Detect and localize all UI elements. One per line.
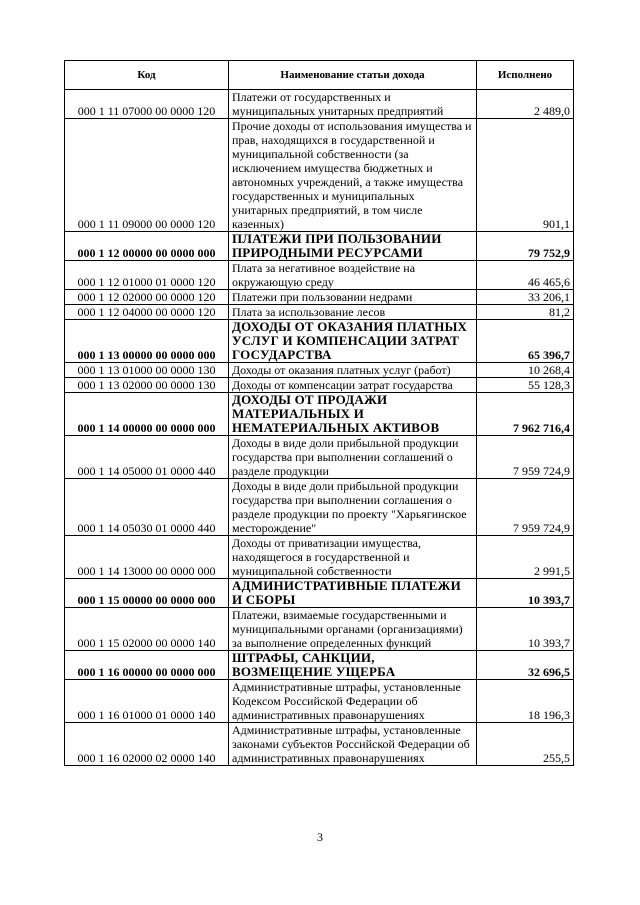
table-row (65, 378, 574, 393)
row-value: 55 128,3 (477, 378, 574, 393)
row-name: ШТРАФЫ, САНКЦИИ, ВОЗМЕЩЕНИЕ УЩЕРБА (229, 651, 477, 680)
row-code: 000 1 14 00000 00 0000 000 (65, 393, 229, 436)
table-row (65, 290, 574, 305)
row-code: 000 1 15 02000 00 0000 140 (65, 608, 229, 651)
row-value: 46 465,6 (477, 261, 574, 290)
row-code: 000 1 14 05000 01 0000 440 (65, 436, 229, 479)
row-name: Прочие доходы от использования имущества и прав, находящихся в государственной и муниципальной собственности (за исключением имущества бюджетных и автономных учреждений, а также имущества государственных и муниципальных унитарных предприятий, в том числе казенных) (229, 119, 477, 232)
row-name: Доходы в виде доли прибыльной продукции государства при выполнении соглашений о разделе продукции (229, 436, 477, 479)
row-value: 65 396,7 (477, 320, 574, 363)
row-value: 18 196,3 (477, 680, 574, 723)
header-name: Наименование статьи дохода (229, 61, 477, 90)
table-row (65, 608, 574, 651)
row-value: 2 991,5 (477, 536, 574, 579)
table-body (65, 90, 574, 766)
row-name: ДОХОДЫ ОТ ПРОДАЖИ МАТЕРИАЛЬНЫХ И НЕМАТЕРИАЛЬНЫХ АКТИВОВ (229, 393, 477, 436)
table-row (65, 305, 574, 320)
row-name: Доходы от оказания платных услуг (работ) (229, 363, 477, 378)
row-code: 000 1 16 00000 00 0000 000 (65, 651, 229, 680)
row-name: Доходы от приватизации имущества, находящегося в государственной и муниципальной собственности (229, 536, 477, 579)
row-value: 10 393,7 (477, 608, 574, 651)
row-code: 000 1 11 07000 00 0000 120 (65, 90, 229, 119)
row-name: Платежи, взимаемые государственными и муниципальными органами (организациями) за выполнение определенных функций (229, 608, 477, 651)
row-name: ДОХОДЫ ОТ ОКАЗАНИЯ ПЛАТНЫХ УСЛУГ И КОМПЕНСАЦИИ ЗАТРАТ ГОСУДАРСТВА (229, 320, 477, 363)
row-value: 7 959 724,9 (477, 479, 574, 536)
row-name: Платежи от государственных и муниципальных унитарных предприятий (229, 90, 477, 119)
row-value: 10 393,7 (477, 579, 574, 608)
row-code: 000 1 13 01000 00 0000 130 (65, 363, 229, 378)
row-value: 79 752,9 (477, 232, 574, 261)
row-value: 255,5 (477, 723, 574, 766)
table-row (65, 579, 574, 608)
table-row (65, 680, 574, 723)
table-row (65, 119, 574, 232)
table-row (65, 536, 574, 579)
row-name: Плата за использование лесов (229, 305, 477, 320)
header-value: Исполнено (477, 61, 574, 90)
row-code: 000 1 12 01000 01 0000 120 (65, 261, 229, 290)
table-row (65, 436, 574, 479)
row-name: Административные штрафы, установленные Кодексом Российской Федерации об административных правонарушениях (229, 680, 477, 723)
row-name: Плата за негативное воздействие на окружающую среду (229, 261, 477, 290)
row-code: 000 1 12 00000 00 0000 000 (65, 232, 229, 261)
table-row (65, 393, 574, 436)
row-code: 000 1 13 00000 00 0000 000 (65, 320, 229, 363)
row-code: 000 1 15 00000 00 0000 000 (65, 579, 229, 608)
row-name: Доходы от компенсации затрат государства (229, 378, 477, 393)
row-value: 2 489,0 (477, 90, 574, 119)
row-name: Платежи при пользовании недрами (229, 290, 477, 305)
row-value: 33 206,1 (477, 290, 574, 305)
row-code: 000 1 14 13000 00 0000 000 (65, 536, 229, 579)
row-value: 7 962 716,4 (477, 393, 574, 436)
row-code: 000 1 11 09000 00 0000 120 (65, 119, 229, 232)
revenue-table (64, 60, 574, 766)
page-number: 3 (317, 830, 323, 844)
row-code: 000 1 16 02000 02 0000 140 (65, 723, 229, 766)
row-name: АДМИНИСТРАТИВНЫЕ ПЛАТЕЖИ И СБОРЫ (229, 579, 477, 608)
row-value: 901,1 (477, 119, 574, 232)
table-header-row (65, 61, 574, 90)
table-row (65, 651, 574, 680)
table-row (65, 90, 574, 119)
row-name: Административные штрафы, установленные законами субъектов Российской Федерации об административных правонарушениях (229, 723, 477, 766)
row-value: 81,2 (477, 305, 574, 320)
table-row (65, 261, 574, 290)
row-code: 000 1 16 01000 01 0000 140 (65, 680, 229, 723)
row-code: 000 1 14 05030 01 0000 440 (65, 479, 229, 536)
row-code: 000 1 12 04000 00 0000 120 (65, 305, 229, 320)
row-name: Доходы в виде доли прибыльной продукции государства при выполнении соглашения о разделе продукции по проекту "Харьягинское месторождение" (229, 479, 477, 536)
row-name: ПЛАТЕЖИ ПРИ ПОЛЬЗОВАНИИ ПРИРОДНЫМИ РЕСУРСАМИ (229, 232, 477, 261)
table-row (65, 723, 574, 766)
row-code: 000 1 12 02000 00 0000 120 (65, 290, 229, 305)
table-row (65, 320, 574, 363)
table-row (65, 232, 574, 261)
row-value: 10 268,4 (477, 363, 574, 378)
row-value: 7 959 724,9 (477, 436, 574, 479)
table-row (65, 363, 574, 378)
row-value: 32 696,5 (477, 651, 574, 680)
header-code: Код (65, 61, 229, 90)
row-code: 000 1 13 02000 00 0000 130 (65, 378, 229, 393)
table-row (65, 479, 574, 536)
